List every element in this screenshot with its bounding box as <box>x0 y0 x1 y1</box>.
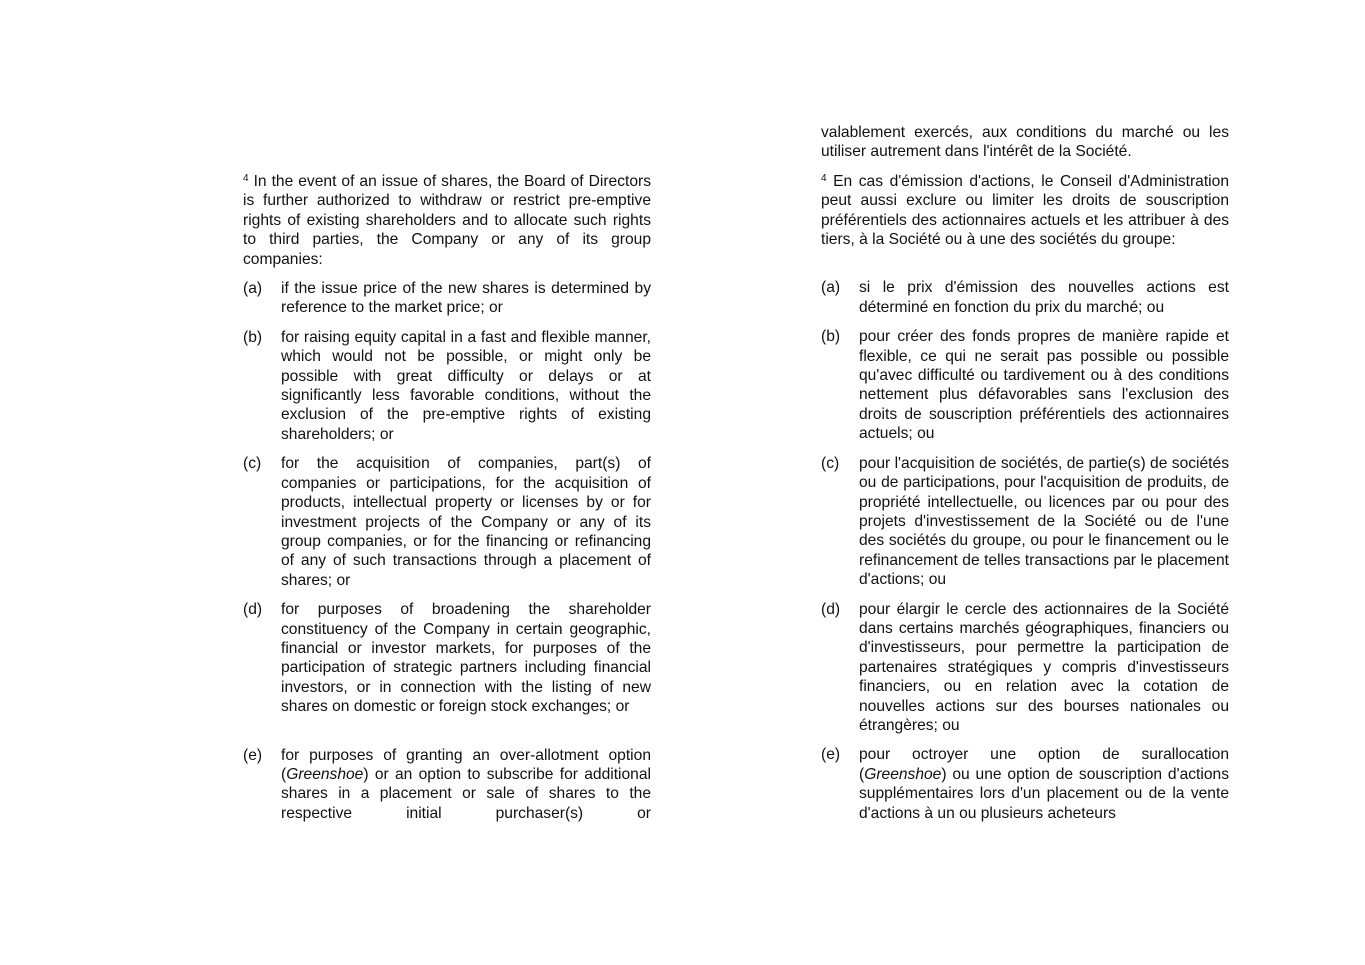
item-text: pour élargir le cercle des actionnaires de la Société dans certains marchés géographiques, financiers ou d'investisseurs, pour permettre la participation de partenaires stratégiques y compris d'investisseurs financiers, ou en relation avec la cotation de nouvelles actions sur des bourses nationales ou étrangères; ou <box>859 600 1229 734</box>
item-text-before: for purposes of granting an over-allotment option ( <box>281 746 651 783</box>
item-label: (b) <box>821 328 841 346</box>
list-item-d <box>243 600 651 716</box>
intro-text: In the event of an issue of shares, the Board of Directors is further authorized to withdraw or restrict pre-emptive rights of existing shareholders and to allocate such rights to third parties, the Company or any of its group companies: <box>243 173 651 268</box>
french-intro-paragraph <box>821 172 1229 250</box>
item-text <box>859 745 1229 823</box>
item-label: (d) <box>243 601 263 619</box>
item-text: for the acquisition of companies, part(s) of companies or participations, for the acquisition of products, intellectual property or licenses by or for investment projects of the Company or any of its group companies, or for the financing or refinancing of any of such transactions through a placement of shares; or <box>281 455 651 589</box>
item-label: (c) <box>821 454 840 472</box>
list-item-a <box>243 279 651 318</box>
list-item-e <box>821 745 1229 823</box>
item-text: for purposes of broadening the shareholder constituency of the Company in certain geographic, financial or investor markets, for purposes of the participation of strategic partners including financial investors, or in connection with the listing of new shares on domestic or foreign stock exchanges; or <box>281 601 651 716</box>
item-label: (a) <box>821 279 841 297</box>
item-label: (c) <box>243 455 262 473</box>
paragraph-number: 4 <box>821 172 827 184</box>
item-text: for raising equity capital in a fast and flexible manner, which would not be possible, or might only be possible with great difficulty or delays or at significantly less favorable conditions, without the exclusion of the pre-emptive rights of existing shareholders; or <box>281 328 651 443</box>
item-text-before: pour octroyer une option de surallocation ( <box>859 746 1229 783</box>
item-text-after: ) ou une option de souscription d'actions supplémentaires lors d'un placement ou de la vente d'actions à un ou plusieurs acheteurs <box>859 765 1229 822</box>
list-item-b <box>243 328 651 444</box>
item-text-after: ) or an option to subscribe for additional shares in a placement or sale of shares to the respective initial purchaser(s) or <box>281 765 651 822</box>
list-item-c <box>243 454 651 590</box>
french-continuation-paragraph: valablement exercés, aux conditions du marché ou les utiliser autrement dans l'intérêt de la Société. <box>821 124 1229 161</box>
french-column <box>821 123 1229 823</box>
item-label: (e) <box>821 746 841 764</box>
list-item-b <box>821 327 1229 443</box>
item-label: (a) <box>243 280 263 298</box>
item-label: (d) <box>821 600 841 618</box>
item-text-italic: Greenshoe <box>286 765 364 783</box>
item-label: (b) <box>243 328 263 346</box>
item-text: pour l'acquisition de sociétés, de partie(s) de sociétés ou de participations, pour l'acquisition de produits, de propriété intellectuelle, ou licences par ou pour des projets d'investissement de la Société ou de l'une des sociétés du groupe, ou pour le financement ou le refinancement de telles transactions par le placement d'actions; ou <box>859 454 1229 589</box>
list-item-e <box>243 746 651 824</box>
english-column <box>243 172 651 823</box>
item-text-italic: Greenshoe <box>864 765 942 783</box>
list-item-a <box>821 278 1229 317</box>
list-item-c <box>821 454 1229 590</box>
item-text <box>281 746 651 824</box>
english-intro-paragraph <box>243 172 651 269</box>
paragraph-number: 4 <box>243 173 249 184</box>
item-text: si le prix d'émission des nouvelles actions est déterminé en fonction du prix du marché; ou <box>859 279 1229 316</box>
intro-text: En cas d'émission d'actions, le Conseil d'Administration peut aussi exclure ou limiter les droits de souscription préférentiels des actionnaires actuels et les attribuer à des tiers, à la Société ou à une des sociétés du groupe: <box>821 172 1229 249</box>
item-label: (e) <box>243 746 263 764</box>
item-text: pour créer des fonds propres de manière rapide et flexible, ce qui ne serait pas possible ou possible qu'avec difficulté ou tardivement ou à des conditions nettement plus défavorables sans l'exclusion des droits de souscription préférentiels des actionnaires actuels; ou <box>859 328 1229 443</box>
list-item-d <box>821 600 1229 736</box>
item-text: if the issue price of the new shares is determined by reference to the market price; or <box>281 280 651 317</box>
